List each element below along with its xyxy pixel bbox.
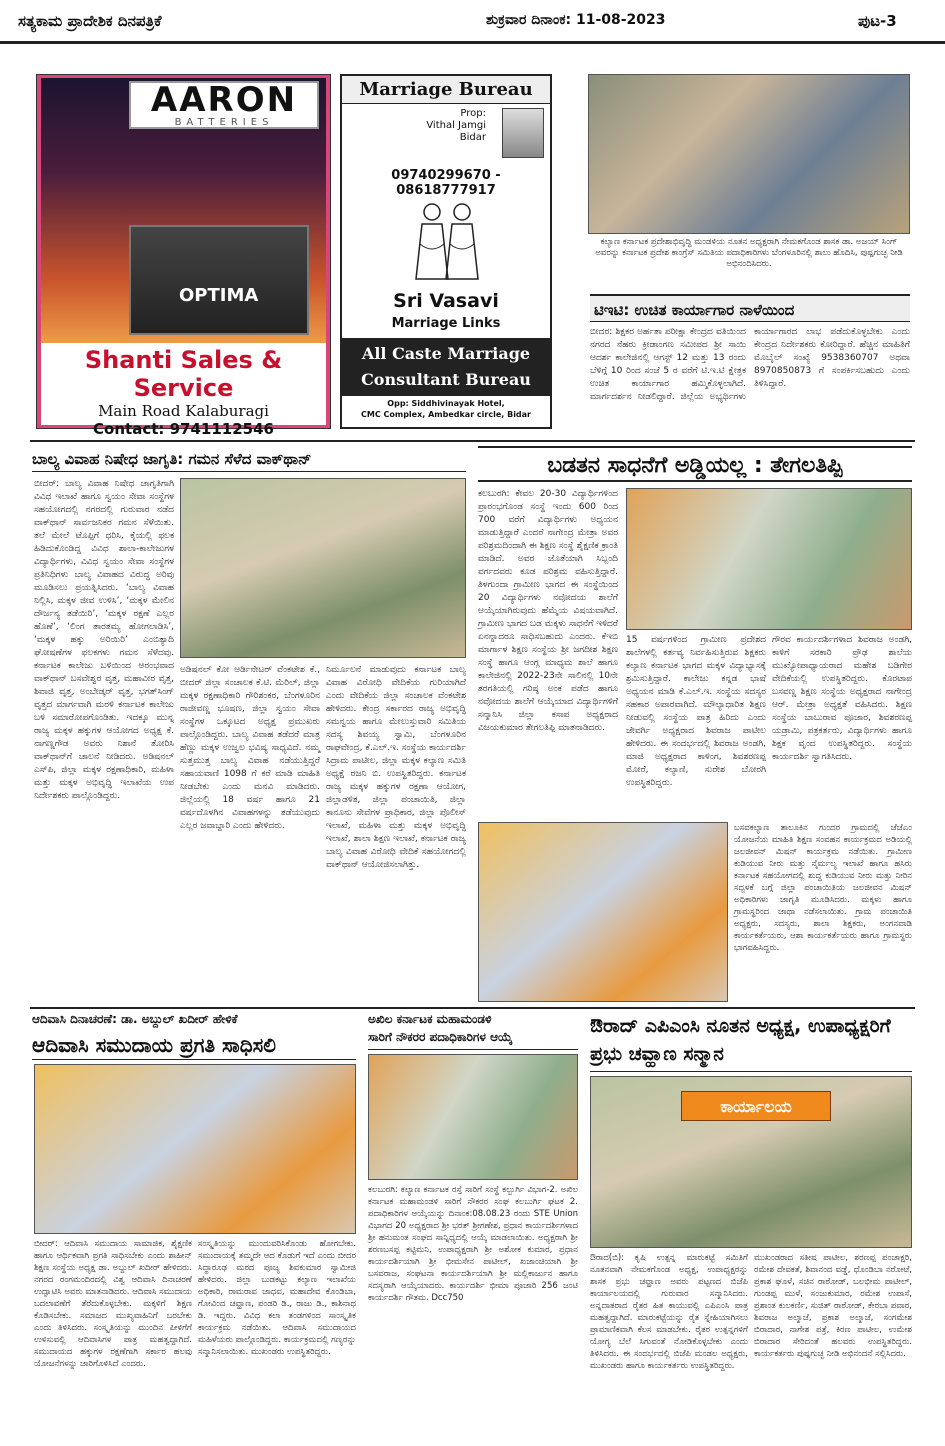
bureau-title: Marriage Bureau	[342, 76, 550, 104]
aurad-body-col2: ಮುಖಂಡರಾದ ಸತೀಷ ಪಾಟೀಲ, ಶರಣಪ್ಪ ಪಂಚಾಕ್ಷರಿ, ರಮೇಶ ದೇವಕತೆ, ಶಿವಾನಂದ ವಡ್ಡೆ, ಧೊಂಡಿಬಾ ನರೋಟೆ, ಪ್ರಕಾಶ ಘೂಳೆ, ಸಚಿನ ರಾಠೋಡ್, ಬಲಭೀಮ ಪಾಟೀಲ್, ಗುಂಡಪ್ಪ ಮುಳೆ, ಸಂಜುಕುಮಾರ, ರಮೇಶ ಉಪಾಸೆ, ಪ್ರಶಾಂತ ಕುಲಕರ್ಣಿ, ಸುಜಿತ್ ರಾಠೋಡ್, ಕೇರಬಾ ಪವಾರ, ಶಿವರಾಜ ಅಲ್ಮಾಜೆ, ಪ್ರಕಾಶ ಅಲ್ಮಾಜೆ, ಸಂಗಮೇಶ ಬಿರಾದಾರ, ನಾಗೇಶ ಪತ್ರೆ, ಕಿರಣ ಪಾಟೀಲ, ಉಮೇಶ ಬಿರಾದಾರ ಸೇರಿದಂತೆ ಹಲವರು ಉಪಸ್ಥಿತರಿದ್ದರು. ಕಾರ್ಯಕರ್ತರು ಪುಷ್ಪಗುಚ್ಛ ನೀಡಿ ಅಭಿನಂದನೆ ಸಲ್ಲಿಸಿದರು.	[754, 1253, 912, 1359]
transport-body: ಕಲಬುರಗಿ: ಕಲ್ಯಾಣ ಕರ್ನಾಟಕ ರಸ್ತೆ ಸಾರಿಗೆ ಸಂಸ್ಥೆ ಕಲ್ಬುರ್ಗಿ ವಿಭಾಗ-2. ಅಖಿಲ ಕರ್ನಾಟಕ ಮಹಾಮಂಡಳಿ ಸಾರಿಗೆ ನೌಕರರ ಸಂಘ ಕಲಬುರ್ಗಿ ಘಟಕ 2. ಪದಾಧಿಕಾರಿಗಳ ಆಯ್ಕೆಯನ್ನು ದಿನಾಂಕ:08.08.23 ರಂದು STE Union ವಿಭಾಗದ 20 ಅಧ್ಯಕ್ಷರಾದ ಶ್ರೀ ಭರತ್ ಶ್ರೀಗಣೇಶ, ಪ್ರಧಾನ ಕಾರ್ಯದರ್ಶಿಗಳಾದ ಶ್ರೀ ಹನುಮಂತ ಸಂಘದ ಸಾನ್ನಿಧ್ಯದಲ್ಲಿ ಆಯ್ಕೆ ಮಾಡಲಾಯಿತು. ಅಧ್ಯಕ್ಷರಾಗಿ ಶ್ರೀ ಶರಣಬಸಪ್ಪ ಕಟ್ಟಿಮನಿ, ಉಪಾಧ್ಯಕ್ಷರಾಗಿ ಶ್ರೀ ಅಶೋಕ ಕುಮಾರ, ಪ್ರಧಾನ ಕಾರ್ಯದರ್ಶಿಯಾಗಿ ಶ್ರೀ ಭೀಮಸೇನ ಪಾಟೀಲ್, ಖಜಾಂಚಿಯಾಗಿ ಶ್ರೀ ಬಸವರಾಜ, ಸಂಘಟನಾ ಕಾರ್ಯದರ್ಶಿಯಾಗಿ ಶ್ರೀ ಮಲ್ಲಿಕಾರ್ಜುನ ಹಾಗೂ ಸದಸ್ಯರಾಗಿ ಆಯ್ಕೆಯಾದರು. ಕಾರ್ಯದರ್ಶಿ ಭೀಮಾ ಪೂಜಾರಿ 256 ಜಂಟಿ ಕಾರ್ಯದರ್ಶಿ ಗೌತಮ. Dcc750	[368, 1185, 578, 1303]
bureau-address: Opp: Siddhivinayak Hotel, CMC Complex, Ambedkar circle, Bidar	[361, 399, 531, 419]
tribal-kicker: ಆದಿವಾಸಿ ದಿನಾಚರಣೆ: ಡಾ. ಅಬ್ದುಲ್ ಖದೀರ್ ಹೇಳಿಕೆ	[32, 1012, 238, 1026]
vasavi-brand: Sri Vasavi	[393, 290, 499, 312]
battery-image	[129, 225, 309, 335]
vasavi-sub: Marriage Links	[391, 316, 501, 331]
dealer-address: Main Road Kalaburagi	[98, 402, 269, 420]
tegalathippi-body-col1: ಕಲಬುರಗಿ: ಕೇವಲ 20-30 ವಿದ್ಯಾರ್ಥಿಗಳಿಂದ ಪ್ರಾರಂಭಗೊಂಡ ಸಂಸ್ಥೆ ಇಂದು 600 ರಿಂದ 700 ವರೆಗೆ ವಿದ್ಯಾರ್ಥಿಗಳು ಅಧ್ಯಯನ ಮಾಡುತ್ತಿದ್ದಾರೆ ಎಂದರೆ ನಾಗೇಂದ್ರ ಮೇತ್ರಾ ಅವರ ಪರಿಶ್ರಮದಿಂದಾಗಿ ಈ ಶಿಕ್ಷಣ ಸಂಸ್ಥೆ ಶೈಕ್ಷಣಿಕ ಕ್ರಾಂತಿ ಮಾಡಿದೆ. ಅವರ ಜೊತೆಯಾಗಿ ಸಿಬ್ಬಂದಿ ವರ್ಗದವರು ಕೂಡ ಪರಿಶ್ರಮ ವಹಿಸುತ್ತಿದ್ದಾರೆ. ತಿಳಗುಂದಾ ಗ್ರಾಮೀಣ ಭಾಗದ ಈ ಸಂಸ್ಥೆಯಿಂದ 20 ವಿದ್ಯಾರ್ಥಿಗಳು ನವೋದಯ ಶಾಲೆಗೆ ಆಯ್ಕೆಯಾಗಿರುವುದು ಹೆಮ್ಮೆಯ ವಿಷಯವಾಗಿದೆ. ಗ್ರಾಮೀಣ ಭಾಗದ ಬಡ ಮಕ್ಕಳು ಸಾಧನೆಗೆ ಇಳಿದರೆ ಏನನ್ನಾದರೂ ಸಾಧಿಸಬಹುದು ಎಂದರು. ಕೆಇಬಿ ಮಾರ್ಗಾಳ ಶಿಕ್ಷಣ ಸಂಸ್ಥೆಯ ಶ್ರೀ ಜಗದೀಶ ಶಿಕ್ಷಣ ಸಂಸ್ಥೆ ಹಾಗೂ ಆಂಗ್ಲ ಮಾಧ್ಯಮ ಶಾಲೆ ಹಾಗೂ ಕಾಲೇಜಿನಲ್ಲಿ 2022-23ನೇ ಸಾಲಿನಲ್ಲಿ 10ನೇ ತರಗತಿಯಲ್ಲಿ ಗರಿಷ್ಠ ಅಂಕ ಪಡೆದ ಹಾಗೂ ನವೋದಯ ಶಾಲೆಗೆ ಆಯ್ಕೆಯಾದ ವಿದ್ಯಾರ್ಥಿಗಳಿಗೆ ಸನ್ಮಾನಿಸಿ ಜಿಲ್ಲಾ ಕಸಾಪ ಅಧ್ಯಕ್ಷರಾದ ವಿಜಯಕುಮಾರ ತೇಗಲತಿಪ್ಪಿ ಮಾತನಾಡಿದರು.	[478, 489, 618, 733]
aurad-body-col1: ಔರಾದ(ಬಿ): ಕೃಷಿ ಉತ್ಪನ್ನ ಮಾರುಕಟ್ಟೆ ಸಮಿತಿಗೆ ನೂತನವಾಗಿ ನೇಮಕಗೊಂಡ ಅಧ್ಯಕ್ಷ, ಉಪಾಧ್ಯಕ್ಷರನ್ನು ಶಾಸಕ ಪ್ರಭು ಚವ್ಹಾಣ ಅವರು ಪಟ್ಟಣದ ಬಿಜೆಪಿ ಕಾರ್ಯಾಲಯದಲ್ಲಿ ಗುರುವಾರ ಸನ್ಮಾನಿಸಿದರು. ಅನ್ನದಾತರಾದ ರೈತರ ಹಿತ ಕಾಯುವಲ್ಲಿ ಎಪಿಎಂಸಿ ಪಾತ್ರ ಮಹತ್ವದ್ದಾಗಿದೆ. ಮಾರುಕಟ್ಟೆಯನ್ನು ರೈತ ಸ್ನೇಹಿಯಾಗಿಸಲು ಪ್ರಾಮಾಣಿಕವಾಗಿ ಕೆಲಸ ಮಾಡಬೇಕು. ರೈತರ ಉತ್ಪನ್ನಗಳಿಗೆ ಯೋಗ್ಯ ಬೆಲೆ ಸಿಗುವಂತೆ ನೋಡಿಕೊಳ್ಳಬೇಕು ಎಂದು ತಿಳಿಸಿದರು. ಈ ಸಂದರ್ಭದಲ್ಲಿ ಬಿಜೆಪಿ ಮಂಡಲ ಅಧ್ಯಕ್ಷರು, ಮುಖಂಡರು ಹಾಗೂ ಕಾರ್ಯಕರ್ತರು ಉಪಸ್ಥಿತರಿದ್ದರು.	[590, 1253, 748, 1371]
page-header	[0, 0, 945, 44]
tribal-photo	[34, 1064, 356, 1234]
aaron-battery-ad	[36, 74, 331, 438]
transport-kicker2: ಸಾರಿಗೆ ನೌಕರರ ಪದಾಧಿಕಾರಿಗಳ ಆಯ್ಕೆ	[368, 1030, 578, 1050]
felicitation-photo	[588, 74, 910, 234]
tegalathippi-photo	[626, 488, 912, 630]
tribal-body-col2: ಸಂಸ್ಕೃತಿಯನ್ನು ಮುಂದುವರಿಸಿಕೊಂಡು ಹೋಗಬೇಕು. ಸಮುದಾಯಕ್ಕೆ ತಮ್ಮದೇ ಆದ ಕೊಡುಗೆ ಇದೆ ಎಂದು ಬೀದರ ಸಿದ್ಧಾರೂಢ ಮಠದ ಪೂಜ್ಯ ಶಿವಕುಮಾರ ಸ್ವಾಮೀಜಿ ಹೇಳಿದರು. ಜಿಲ್ಲಾ ಬುಡಕಟ್ಟು ಕಲ್ಯಾಣ ಇಲಾಖೆಯ ಅಧಿಕಾರಿ, ರಾಮರಾವ ಜಾಧವ, ಮಹಾದೇವ ಕೊಂಡಿಬಾ, ಗೋವಿಂದ ಚವ್ಹಾಣ, ಪಂಡರಿ ಡಿ., ರಾಜು ಡಿ., ಕಾಶಿನಾಥ ಡಿ. ಇದ್ದರು. ವಿವಿಧ ಕಲಾ ತಂಡಗಳಿಂದ ಸಾಂಸ್ಕೃತಿಕ ಕಾರ್ಯಕ್ರಮ ನಡೆಯಿತು. ಆದಿವಾಸಿ ಸಮುದಾಯದ ಮಹಿಳೆಯರು ಪಾಲ್ಗೊಂಡಿದ್ದರು. ಕಾರ್ಯಕ್ರಮದಲ್ಲಿ ಗಣ್ಯರನ್ನು ಸನ್ಮಾನಿಸಲಾಯಿತು. ಮುಖಂಡರು ಉಪಸ್ಥಿತರಿದ್ದರು.	[198, 1239, 356, 1357]
transport-kicker1: ಅಖಿಲ ಕರ್ನಾಟಕ ಮಹಾಮಂಡಳಿ	[368, 1012, 492, 1026]
transport-photo	[368, 1054, 578, 1180]
caste-banner: All Caste Marriage Consultant Bureau	[342, 338, 550, 396]
walkathon-body-col1: ಬೀದರ್: ಬಾಲ್ಯ ವಿವಾಹ ನಿಷೇಧ ಜಾಗೃತಿಗಾಗಿ ವಿವಿಧ ಇಲಾಖೆ ಹಾಗೂ ಸ್ವಯಂ ಸೇವಾ ಸಂಸ್ಥೆಗಳ ಸಹಯೋಗದಲ್ಲಿ ನಗರದಲ್ಲಿ ಗುರುವಾರ ನಡೆದ ವಾಕ್‌ಥಾನ್ ಸಾರ್ವಜನಿಕರ ಗಮನ ಸೆಳೆಯಿತು. ತಲೆ ಮೇಲೆ ಟೊಪ್ಪಿಗೆ ಧರಿಸಿ, ಕೈಯಲ್ಲಿ ಫಲಕ ಹಿಡಿದುಕೊಂಡಿದ್ದ ವಿವಿಧ ಶಾಲಾ-ಕಾಲೇಜುಗಳ ವಿದ್ಯಾರ್ಥಿಗಳು, ವಿವಿಧ ಸ್ವಯಂ ಸೇವಾ ಸಂಸ್ಥೆಗಳ ಪ್ರತಿನಿಧಿಗಳು ಬಾಲ್ಯ ವಿವಾಹದ ವಿರುದ್ಧ ಅರಿವು ಮೂಡಿಸಲು ಪ್ರಯತ್ನಿಸಿದರು. ‘ಬಾಲ್ಯ ವಿವಾಹ ನಿಲ್ಲಿಸಿ, ಮಕ್ಕಳ ಜೀವ ಉಳಿಸಿ’, ‘ಮಕ್ಕಳ ಮೇಲಿನ ದೌರ್ಜನ್ಯ ತಡೆಯಿರಿ’, ‘ಮಕ್ಕಳ ರಕ್ಷಣೆ ಎಲ್ಲರ ಹೊಣೆ’, ‘ಲಿಂಗ ತಾರತಮ್ಯ ಹೋಗಲಾಡಿಸಿ’, ‘ಮಕ್ಕಳ ಹಕ್ಕು ಅರಿಯಿರಿ’ ಎಂಬಿತ್ಯಾದಿ ಘೋಷಣೆಗಳ ಫಲಕಗಳು ಗಮನ ಸೆಳೆದವು. ಕರ್ನಾಟಕ ಕಾಲೇಜು ಬಳಿಯಿಂದ ಆರಂಭವಾದ ವಾಕ್‌ಥಾನ್ ಬಸವೇಶ್ವರ ವೃತ್ತ, ಮಹಾವೀರ ವೃತ್ತ, ಶಿವಾಜಿ ವೃತ್ತ, ಅಂಬೇಡ್ಕರ್ ವೃತ್ತ, ಭಗತ್‌ಸಿಂಗ್ ವೃತ್ತದ ಮಾರ್ಗವಾಗಿ ಮರಳಿ ಕರ್ನಾಟಕ ಕಾಲೇಜು ಬಳಿ ಸಮಾರೋಪಗೊಂಡಿತು. ಇದಕ್ಕೂ ಮುನ್ನ ರಾಜ್ಯ ಮಕ್ಕಳ ಹಕ್ಕುಗಳ ಆಯೋಗದ ಅಧ್ಯಕ್ಷ ಕೆ. ನಾಗಣ್ಣಗೌಡ ಅವರು ನಿಶಾನೆ ತೋರಿಸಿ ವಾಕ್‌ಥಾನ್‌ಗೆ ಚಾಲನೆ ನೀಡಿದರು. ಅಡಿಷನಲ್ ಎಸ್‌ಪಿ, ಜಿಲ್ಲಾ ಮಕ್ಕಳ ರಕ್ಷಣಾಧಿಕಾರಿ, ಮಹಿಳಾ ಮತ್ತು ಮಕ್ಕಳ ಅಭಿವೃದ್ಧಿ ಇಲಾಖೆಯ ಉಪ ನಿರ್ದೇಶಕರು ಪಾಲ್ಗೊಂಡಿದ್ದರು.	[34, 479, 174, 801]
page-number: ಪುಟ-3	[858, 12, 897, 30]
issue-date: ಶುಕ್ರವಾರ ದಿನಾಂಕ: 11-08-2023	[486, 12, 666, 28]
couple-illustration	[402, 194, 492, 284]
prop-info: Prop: Vithal Jamgi Bidar	[426, 108, 486, 143]
aurad-photo	[590, 1076, 912, 1248]
felicitation-caption: ಕಲ್ಯಾಣ ಕರ್ನಾಟಕ ಪ್ರದೇಶಾಭಿವೃದ್ಧಿ ಮಂಡಳಿಯ ನೂತನ ಅಧ್ಯಕ್ಷರಾಗಿ ನೇಮಕಗೊಂಡ ಶಾಸಕ ಡಾ. ಅಜಯ್ ಸಿಂಗ್ ಅವರನ್ನು ಕರ್ನಾಟಕ ಪ್ರದೇಶ ಕಾಂಗ್ರೆಸ್ ಸಮಿತಿಯ ಪದಾಧಿಕಾರಿಗಳು ಬೆಂಗಳೂರಿನಲ್ಲಿ ಶಾಲು ಹೊದಿಸಿ, ಪುಷ್ಪಗುಚ್ಛ ನೀಡಿ ಅಭಿನಂದಿಸಿದರು.	[595, 237, 903, 269]
bureau-phone: 09740299670 - 08618777917	[391, 168, 501, 198]
dealer-contact: Contact: 9741112546	[93, 420, 274, 438]
dealer-box	[41, 343, 326, 438]
marriage-bureau-ad	[340, 74, 552, 429]
aaron-brand-logo: AARON BATTERIES	[129, 81, 319, 129]
dealer-name: Shanti Sales & Service	[84, 346, 283, 402]
tegalathippi-body-col2: 15 ವರ್ಷಗಳಿಂದ ಗ್ರಾಮೀಣ ಪ್ರದೇಶದ ಶಾಲೆಗಳಲ್ಲಿ ಕರ್ತವ್ಯ ನಿರ್ವಹಿಸುತ್ತಿರುವ ಶಿಕ್ಷಕರು ಕಲ್ಯಾಣ ಕರ್ನಾಟಕ ಭಾಗದ ಮಕ್ಕಳ ವಿದ್ಯಾಭ್ಯಾಸಕ್ಕೆ ಶ್ರಮಿಸುತ್ತಿದ್ದಾರೆ. ಕಾಲೇಜು ಕನ್ನಡ ಭಾಷೆ ಅಧ್ಯಯನ ಮಾಡಿ ಕೆ.ಎಲ್.ಇ. ಸಂಸ್ಥೆಯ ಸದಸ್ಯರ ಸಹಕಾರ ಅಪಾರವಾಗಿದೆ. ಮೌಲ್ಯಾಧಾರಿತ ಶಿಕ್ಷಣ ನೀಡುವಲ್ಲಿ ಸಂಸ್ಥೆಯ ಪಾತ್ರ ಹಿರಿದು ಎಂದು ಜೇವರ್ಗಿ ಅಧ್ಯಕ್ಷರಾದ ಶಿವರಾಜ ಪಾಟೀಲ ಹೇಳಿದರು. ಈ ಸಂದರ್ಭದಲ್ಲಿ ಶಿವರಾಜ ಅಂಡಗಿ, ಮಾಜಿ ಅಧ್ಯಕ್ಷರಾದ ಕಾಳಿಂಗ, ಶಿವಶರಣಪ್ಪ ಮೋರೆ, ಕಲ್ಯಾಣಿ, ಸುರೇಶ ಬೋರಗಿ ಉಪಸ್ಥಿತರಿದ್ದರು.	[626, 635, 766, 788]
tet-headline: ಟಿಇಟಿ: ಉಚಿತ ಕಾರ್ಯಾಗಾರ ನಾಳೆಯಿಂದ	[590, 294, 910, 322]
divider	[30, 440, 915, 442]
paper-name: ಸತ್ಯಕಾಮ ಪ್ರಾದೇಶಿಕ ದಿನಪತ್ರಿಕೆ	[18, 12, 162, 30]
walkathon-body-col3: ನಿರ್ಮೂಲನೆ ಮಾಡುವುದು ಕರ್ನಾಟಕ ಬಾಲ್ಯ ವಿವಾಹ ವಿರೋಧಿ ವೇದಿಕೆಯ ಗುರಿಯಾಗಿದೆ ಎಂದು ವೇದಿಕೆಯ ಜಿಲ್ಲಾ ಸಂಚಾಲಕ ವೆಂಕಟೇಶ ಹೇಳಿದರು. ಕೇಂದ್ರ ಸರ್ಕಾರದ ರಾಜ್ಯ ಅಭಿವೃದ್ಧಿ ಸಮನ್ವಯ ಹಾಗೂ ಮೇಲುಸ್ತುವಾರಿ ಸಮಿತಿಯ ಸದಸ್ಯ ಶಿವಯ್ಯ ಸ್ವಾಮಿ, ಬೆಂಗಳೂರಿನ ರಾಘವೇಂದ್ರ, ಕೆ.ಎಲ್.ಇ. ಸಂಸ್ಥೆಯ ಕಾರ್ಯದರ್ಶಿ ಸಿದ್ರಾಮ ಪಾಟೀಲ, ಜಿಲ್ಲಾ ಮಕ್ಕಳ ಕಲ್ಯಾಣ ಸಮಿತಿ ಅಧ್ಯಕ್ಷೆ ರಜನಿ ಬಿ. ಉಪಸ್ಥಿತರಿದ್ದರು. ಕರ್ನಾಟಕ ರಾಜ್ಯ ಮಕ್ಕಳ ಹಕ್ಕುಗಳ ರಕ್ಷಣಾ ಆಯೋಗ, ಜಿಲ್ಲಾಡಳಿತ, ಜಿಲ್ಲಾ ಪಂಚಾಯಿತಿ, ಜಿಲ್ಲಾ ಕಾನೂನು ಸೇವೆಗಳ ಪ್ರಾಧಿಕಾರ, ಜಿಲ್ಲಾ ಪೊಲೀಸ್ ಇಲಾಖೆ, ಮಹಿಳಾ ಮತ್ತು ಮಕ್ಕಳ ಅಭಿವೃದ್ಧಿ ಇಲಾಖೆ, ಶಾಲಾ ಶಿಕ್ಷಣ ಇಲಾಖೆ, ಕರ್ನಾಟಕ ರಾಜ್ಯ ಬಾಲ್ಯ ವಿವಾಹ ವಿರೋಧಿ ವೇದಿಕೆ ಸಹಯೋಗದಲ್ಲಿ ವಾಕ್‌ಥಾನ್ ಆಯೋಜಿಸಲಾಗಿತ್ತು.	[326, 665, 466, 870]
divider	[30, 1007, 915, 1009]
jjm-photo	[478, 822, 728, 1002]
jjm-body: ಬಸವಕಲ್ಯಾಣ ತಾಲೂಕಿನ ಗುಂದರ ಗ್ರಾಮದಲ್ಲಿ ಜೆಜೆಎಂ ಯೋಜನೆಯ ಮಾಹಿತಿ ಶಿಕ್ಷಣ ಸಂವಹನ ಕಾರ್ಯಕ್ರಮದ ಅಡಿಯಲ್ಲಿ ಜಲಜೀವನ್ ಮಿಷನ್ ಕಾರ್ಯಕ್ರಮ ನಡೆಯಿತು. ಗ್ರಾಮೀಣ ಕುಡಿಯುವ ನೀರು ಮತ್ತು ನೈರ್ಮಲ್ಯ ಇಲಾಖೆ ಹಾಗೂ ಹಸಿರು ಕರ್ನಾಟಕ ಸಹಯೋಗದಲ್ಲಿ ಶುದ್ಧ ಕುಡಿಯುವ ನೀರು ಮತ್ತು ನೀರಿನ ಸದ್ಬಳಕೆ ಬಗ್ಗೆ ಜಿಲ್ಲಾ ಪಂಚಾಯಿತಿಯ ಜಲಜೀವನ ಮಿಷನ್ ಅಧಿಕಾರಿಗಳು ಜಾಗೃತಿ ಮೂಡಿಸಿದರು. ಮಕ್ಕಳು ಹಾಗೂ ಗ್ರಾಮಸ್ಥರಿಂದ ಜಾಥಾ ನಡೆಸಲಾಯಿತು. ಗ್ರಾಮ ಪಂಚಾಯಿತಿ ಅಧ್ಯಕ್ಷರು, ಸದಸ್ಯರು, ಶಾಲಾ ಶಿಕ್ಷಕರು, ಅಂಗನವಾಡಿ ಕಾರ್ಯಕರ್ತೆಯರು, ಆಶಾ ಕಾರ್ಯಕರ್ತೆಯರು ಹಾಗೂ ಗ್ರಾಮಸ್ಥರು ಭಾಗವಹಿಸಿದ್ದರು.	[734, 823, 912, 953]
walkathon-photo	[180, 478, 466, 658]
walkathon-body-col2: ಅಡಿಷನಲ್ ಕೋ ಆರ್ಡಿನೇಟರ್ ವೆಂಕಟೇಶ ಕೆ., ಬೀದರ್ ಜಿಲ್ಲಾ ಸಂಚಾಲಕ ಕೆ.ಟಿ. ಮೆರಿಲ್, ಜಿಲ್ಲಾ ಮಕ್ಕಳ ರಕ್ಷಣಾಧಿಕಾರಿ ಗೌರಿಶಂಕರ, ಬೆಂಗಳೂರಿನ ರಾಜೀವಣ್ಣ ಭೂಷಣ, ಜಿಲ್ಲಾ ಸ್ವಯಂ ಸೇವಾ ಸಂಸ್ಥೆಗಳ ಒಕ್ಕೂಟದ ಅಧ್ಯಕ್ಷ ಪ್ರಮುಖರು ಪಾಲ್ಗೊಂಡಿದ್ದರು. ಬಾಲ್ಯ ವಿವಾಹ ತಡೆದರೆ ಮಾತ್ರ ಹೆಣ್ಣು ಮಕ್ಕಳ ಉಜ್ವಲ ಭವಿಷ್ಯ ಸಾಧ್ಯವಿದೆ. ನಮ್ಮ ಸುತ್ತಮುತ್ತ ಬಾಲ್ಯ ವಿವಾಹ ನಡೆಯುತ್ತಿದ್ದರೆ ಸಹಾಯವಾಣಿ 1098 ಗೆ ಕರೆ ಮಾಡಿ ಮಾಹಿತಿ ನೀಡಬೇಕು ಎಂದು ಮನವಿ ಮಾಡಿದರು. ಜಿಲ್ಲೆಯಲ್ಲಿ 18 ವರ್ಷ ಹಾಗೂ 21 ವರ್ಷದೊಳಗಿನ ವಿವಾಹಗಳನ್ನು ತಡೆಯುವುದು ಎಲ್ಲರ ಜವಾಬ್ದಾರಿ ಎಂದು ಹೇಳಿದರು.	[180, 665, 320, 831]
battery-model: OPTIMA	[179, 285, 259, 306]
tet-body: ಬೀದರ: ಶಿಕ್ಷಕರ ಅರ್ಹತಾ ಪರೀಕ್ಷಾ ಕೇಂದ್ರದ ವತಿಯಿಂದ ನಗರದ ನೆಹರು ಕ್ರೀಡಾಂಗಣ ಸಮೀಪದ ಶ್ರೀ ಸಾಯಿ ಆದರ್ಶ ಕಾಲೇಜಿನಲ್ಲಿ ಆಗಸ್ಟ್ 12 ಮತ್ತು 13 ರಂದು ಬೆಳಿಗ್ಗೆ 10 ರಿಂದ ಸಂಜೆ 5 ರ ವರೆಗೆ ಟಿ.ಇ.ಟಿ ಕ್ಷೇತ್ರಕ ಉಚಿತ ಕಾರ್ಯಾಗಾರ ಹಮ್ಮಿಕೊಳ್ಳಲಾಗಿದೆ. ಮಾರ್ಗದರ್ಶನ ನೀಡಲಿದ್ದಾರೆ. ಜಿಲ್ಲೆಯ ಅಭ್ಯರ್ಥಿಗಳು ಕಾರ್ಯಾಗಾರದ ಲಾಭ ಪಡೆದುಕೊಳ್ಳಬೇಕು ಎಂದು ಕೇಂದ್ರದ ನಿರ್ದೇಶಕರು ಕೋರಿದ್ದಾರೆ. ಹೆಚ್ಚಿನ ಮಾಹಿತಿಗೆ ಮೊಬೈಲ್ ಸಂಖ್ಯೆ 9538360707 ಅಥವಾ 8970850873 ಗೆ ಸಂಪರ್ಕಿಸಬಹುದು ಎಂದು ತಿಳಿಸಿದ್ದಾರೆ.	[590, 327, 910, 402]
tribal-headline: ಆದಿವಾಸಿ ಸಮುದಾಯ ಪ್ರಗತಿ ಸಾಧಿಸಲಿ	[32, 1030, 356, 1060]
tribal-body-col1: ಬೀದರ್: ಆದಿವಾಸಿ ಸಮುದಾಯ ಸಾಮಾಜಿಕ, ಶೈಕ್ಷಣಿಕ ಹಾಗೂ ಆರ್ಥಿಕವಾಗಿ ಪ್ರಗತಿ ಸಾಧಿಸಬೇಕು ಎಂದು ಶಾಹೀನ್ ಶಿಕ್ಷಣ ಸಂಸ್ಥೆಯ ಅಧ್ಯಕ್ಷ ಡಾ. ಅಬ್ದುಲ್ ಖದೀರ್ ಹೇಳಿದರು. ನಗರದ ರಂಗಮಂದಿರದಲ್ಲಿ ವಿಶ್ವ ಆದಿವಾಸಿ ದಿನಾಚರಣೆ ಉದ್ಘಾಟಿಸಿ ಅವರು ಮಾತನಾಡಿದರು. ಆದಿವಾಸಿ ಸಮುದಾಯ ಬದಲಾವಣೆಗೆ ತೆರೆದುಕೊಳ್ಳಬೇಕು. ಮಕ್ಕಳಿಗೆ ಶಿಕ್ಷಣ ಕೊಡಿಸಬೇಕು. ಸಮಾಜದ ಮುಖ್ಯವಾಹಿನಿಗೆ ಬರಬೇಕು ಎಂದು ತಿಳಿಸಿದರು. ಸಂಸ್ಕೃತಿಯನ್ನು ಮುಂದಿನ ಪೀಳಿಗೆಗೆ ಉಳಿಸುವಲ್ಲಿ ಆದಿವಾಸಿಗಳ ಪಾತ್ರ ಮಹತ್ವದ್ದಾಗಿದೆ. ಸಮುದಾಯದ ಹಕ್ಕುಗಳ ರಕ್ಷಣೆಗಾಗಿ ಸರ್ಕಾರ ಹಲವು ಯೋಜನೆಗಳನ್ನು ಜಾರಿಗೊಳಿಸಿದೆ ಎಂದರು.	[34, 1239, 192, 1369]
tegalathippi-body-col3: ಗೌರವ ಕಾರ್ಯದರ್ಶಿಗಳಾದ ಶಿವರಾಜ ಅಂಡಗಿ, ಕಾಳಿಗೆ ಸರಕಾರಿ ಪ್ರೌಢ ಶಾಲೆಯ ಮುಖ್ಯೋಪಾಧ್ಯಾಯರಾದ ಮಹೇಶ ಬಡಿಗೇರ ವೇದಿಕೆಯಲ್ಲಿ ಉಪಸ್ಥಿತರಿದ್ದರು. ಕೊರಟಾಪ ಬಸವಣ್ಣ ಶಿಕ್ಷಣ ಸಂಸ್ಥೆಯ ಅಧ್ಯಕ್ಷರಾದ ನಾಗೇಂದ್ರ ಆರ್. ಮೇತ್ರಾ ಅಧ್ಯಕ್ಷತೆ ವಹಿಸಿದರು. ಶಿಕ್ಷಣ ಸಂಸ್ಥೆಯ ಬಾಬುರಾವ ಪೂಜಾರ, ಶಿವಶರಣಪ್ಪ ಯಡ್ರಾಮಿ, ಪತ್ರಕರ್ತರು, ವಿದ್ಯಾರ್ಥಿಗಳು ಹಾಗೂ ಶಿಕ್ಷಕ ವೃಂದ ಉಪಸ್ಥಿತರಿದ್ದರು. ಸಂಸ್ಥೆಯ ಕಾರ್ಯದರ್ಶಿ ಸ್ವಾಗತಿಸಿದರು.	[772, 635, 912, 762]
aurad-headline: ಔರಾದ್ ಎಪಿಎಂಸಿ ನೂತನ ಅಧ್ಯಕ್ಷ, ಉಪಾಧ್ಯಕ್ಷರಿಗೆ ಪ್ರಭು ಚವ್ಹಾಣ ಸನ್ಮಾನ	[590, 1012, 912, 1072]
walkathon-headline: ಬಾಲ್ಯ ವಿವಾಹ ನಿಷೇಧ ಜಾಗೃತಿ: ಗಮನ ಸೆಳೆದ ವಾಕ್‌ಥಾನ್	[32, 446, 466, 472]
tegalathippi-headline: ಬಡತನ ಸಾಧನೆಗೆ ಅಡ್ಡಿಯಲ್ಲ : ತೇಗಲತಿಪ್ಪಿ	[478, 446, 912, 482]
proprietor-photo	[502, 108, 544, 158]
office-sign: ಕಾರ್ಯಾಲಯ	[681, 1091, 831, 1121]
